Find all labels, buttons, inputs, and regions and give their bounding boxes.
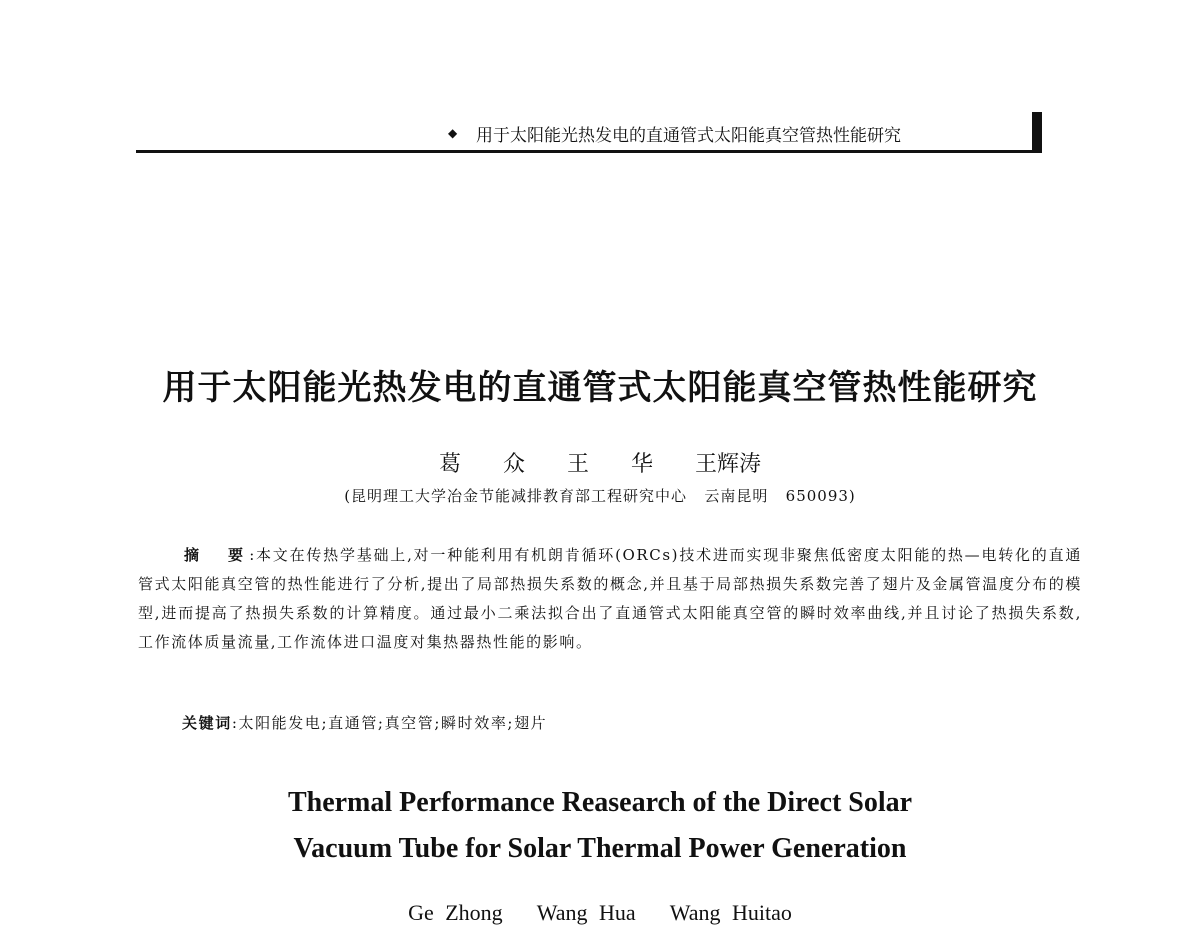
keywords-text: :太阳能发电;直通管;真空管;瞬时效率;翅片 [231,714,548,732]
paper-title-cn: 用于太阳能光热发电的直通管式太阳能真空管热性能研究 [162,368,1038,408]
keywords-label: 关键词 [182,714,232,732]
header-bar-mark [1032,112,1042,152]
paper-title-en-line1: Thermal Performance Reasearch of the Direct Solar [287,787,913,818]
abstract [138,541,1082,657]
keywords [182,712,547,733]
diamond-bullet-icon: ◆ [448,126,458,140]
running-header [136,112,1042,156]
header-rule [136,150,1042,153]
paper-title-en-line2: Vacuum Tube for Solar Thermal Power Generation [293,833,907,864]
authors-en: Ge Zhong Wang Hua Wang Huitao [408,900,792,925]
affiliation: (昆明理工大学冶金节能减排教育部工程研究中心 云南昆明 650093) [344,487,856,505]
authors-cn: 葛 众 王 华 王辉涛 [439,452,761,477]
paper-title-en [0,780,1200,872]
abstract-label: 摘 要 [184,546,250,564]
running-header-title: 用于太阳能光热发电的直通管式太阳能真空管热性能研究 [476,126,901,146]
abstract-text: :本文在传热学基础上,对一种能利用有机朗肯循环(ORCs)技术进而实现非聚焦低密度太阳能的热—电转化的直通管式太阳能真空管的热性能进行了分析,提出了局部热损失系数的概念,并且基于局部热损失系数完善了翅片及金属管温度分布的模型,进而提高了热损失系数的计算精度。通过最小二乘法拟合出了直通管式太阳能真空管的瞬时效率曲线,并且讨论了热损失系数,工作流体质量流量,工作流体进口温度对集热器热性能的影响。 [138,546,1082,651]
